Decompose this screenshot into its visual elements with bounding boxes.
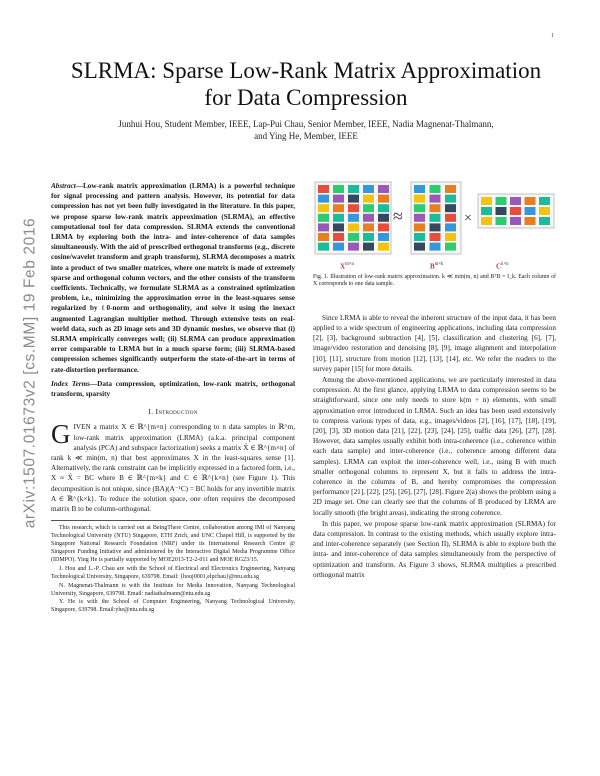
matrix-x-cell (333, 223, 344, 231)
matrix-c-cell (539, 207, 550, 215)
matrix-x-cell (333, 214, 344, 222)
matrix-c-cell (539, 217, 550, 225)
matrix-x-cell (378, 233, 389, 241)
matrix-x-cell (318, 214, 329, 222)
paragraph-lrma-applications: Since LRMA is able to reveal the inherent structure of the input data, it has been applied to a wide spectrum of engineering applications, including data compression [2], [3], background subtraction [4], [5], classification and clustering [6], [7], image/video restoration and denoising [8], [9], image alignment and interpolation [10], [11], structure from motion [12], [13], [14], etc. We refer the readers to the survey paper [15] for more details. (313, 313, 556, 373)
footnote-he: Y. He is with the School of Computer Engineering, Nanyang Technological University, Singapore, 639798. Email:yhe@ntu.edu.sg (51, 599, 295, 614)
matrix-x-cell (363, 195, 374, 203)
matrix-x-label: $X^{m\times n}$ (340, 262, 354, 271)
section-heading-introduction: I. Introduction (148, 407, 198, 417)
matrix-x-cell (318, 185, 329, 193)
figure-lrma-illustration (313, 180, 556, 272)
footnote-thalmann: N. Magnenat-Thalmann is with the Institute for Media Innovation, Nanyang Technological University, Singapore, 639798. Email: nadiathalmann@ntu.edu.sg (51, 582, 295, 597)
matrix-c-cell (496, 217, 507, 225)
matrix-b-cell (414, 195, 425, 203)
matrix-b-cell (445, 233, 456, 241)
matrix-c-cell (525, 217, 536, 225)
left-column (51, 181, 295, 616)
paper-title-line1: SLRMA: Sparse Low-Rank Matrix Approximation (70, 58, 542, 83)
index-terms-lead: Index Terms (51, 379, 90, 388)
matrix-x-cell (348, 223, 359, 231)
matrix-b-cell (445, 243, 456, 251)
intro-paragraph (51, 419, 295, 514)
matrix-x-cell (333, 185, 344, 193)
right-column (313, 180, 556, 580)
matrix-x-cell (348, 185, 359, 193)
footnote-hou-chau: J. Hou and L.-P. Chau are with the School of Electrical and Electronics Engineering, Nanyang Technological University, Singapore, 639798. Email: {houj0001,elpchau}@ntu.edu.sg (51, 565, 295, 580)
paper-title (56, 57, 556, 111)
index-terms (51, 379, 295, 399)
abstract (51, 181, 295, 375)
matrix-b-cell (430, 204, 441, 212)
matrix-x-cell (333, 204, 344, 212)
matrix-c-cell (496, 207, 507, 215)
matrix-x-cell (318, 195, 329, 203)
matrix-x-cell (363, 243, 374, 251)
page-number: 1 (551, 33, 554, 39)
matrix-b-cell (414, 233, 425, 241)
matrix-c-cell (496, 197, 507, 205)
times-sign: × (464, 211, 472, 226)
matrix-x-cell (378, 243, 389, 251)
matrix-b-cell (414, 185, 425, 193)
paper-authors (86, 118, 526, 142)
matrix-x-cell (348, 195, 359, 203)
matrix-x-cell (318, 243, 329, 251)
intro-text: IVEN a matrix X ∈ ℝ^{m×n} corresponding to n data samples in ℝ^m, low-rank matrix approximation (LRMA) (a.k.a. principal component analysis (PCA) and subspace factorization) seeks a matrix X̂ ∈ ℝ^{m×n} of rank k ≪ min(m, n) that best approximates X in the least-squares sense [1]. Alternatively, the rank constraint can be implicitly expressed in a factored form, i.e., X ≈ X̂ = BC where B ∈ ℝ^{m×k} and C ∈ ℝ^{k×n} (see Figure 1). This decomposition is not unique, since (BA)(A⁻¹C) = BC holds for any invertible matrix A ∈ ℝ^{k×k}. To reduce the solution space, one often requires the decomposed matrix B to be column-orthogonal. (51, 423, 295, 514)
matrix-b-cell (430, 223, 441, 231)
matrix-x-cell (333, 195, 344, 203)
intro-dropcap: G (51, 419, 71, 450)
matrix-c-cell (481, 197, 492, 205)
matrix-x-cell (378, 223, 389, 231)
index-terms-text: —Data compression, optimization, low-rank matrix, orthogonal transform, sparsity (51, 379, 295, 399)
authors-line2: and Ying He, Member, IEEE (254, 131, 358, 141)
matrix-x-cell (348, 214, 359, 222)
matrix-b-cell (430, 243, 441, 251)
matrix-c-cell (525, 207, 536, 215)
footnotes (51, 520, 295, 615)
approx-sign: ≈ (393, 206, 403, 226)
matrix-c-cell (525, 197, 536, 205)
matrix-x-cell (363, 185, 374, 193)
matrix-b-cell (430, 233, 441, 241)
matrix-c-label: $C^{k\times n}$ (496, 262, 509, 271)
paragraph-data-compression: Among the above-mentioned applications, we are particularly interested in data compression. At the first glance, applying LRMA to data compression seems to be straightforward, since one only needs to store k(m + n) elements, with small approximation error introduced in LRMA. Such an idea has been used extensively to compress various types of data, e.g., images/videos [2], [16], [17], [18], [19], [20], [3], 3D motion data [21], [22], [23], [24], [25], traffic data [26], [27], [28]. However, data samples usually exhibit both intra-coherence (i.e., coherence within each data sample) and inter-coherence (i.e., coherence among different data samples). LRMA can exploit the inter-coherence well, i.e., using B with much smaller orthogonal columns to represent X, but it fails to address the intra-coherence in the columns of B, and hereby compromises the compression performance [21], [22], [25], [26], [27], [28]. Figure 2(a) shows the problem using a 2D image set. One can clearly see that the columns of B produced by LRMA are locally smooth (the bright areas), indicating the strong coherence. (313, 376, 556, 517)
matrix-b-cell (414, 223, 425, 231)
matrix-x-cell (318, 233, 329, 241)
arxiv-stamp-text: arXiv:1507.01673v2 [cs.MM] 19 Feb 2016 (21, 217, 38, 529)
matrix-c-cell (481, 217, 492, 225)
matrix-b-cell (430, 214, 441, 222)
matrix-b-cell (414, 204, 425, 212)
matrix-x-cell (363, 223, 374, 231)
matrix-c-cell (481, 207, 492, 215)
matrix-x-cell (348, 233, 359, 241)
matrix-b-cell (430, 195, 441, 203)
figure-caption: Fig. 1. Illustration of low-rank matrix approximation. k ≪ min(m, n) and BᵀB = I_k. Each column of X corresponds to one data sample. (313, 274, 556, 288)
matrix-x-cell (333, 233, 344, 241)
matrix-b-cell (414, 214, 425, 222)
matrix-x-cell (318, 223, 329, 231)
paragraph-slrma-proposal: In this paper, we propose sparse low-rank matrix approximation (SLRMA) for data compression. In contrast to the existing methods, which usually explore intra- and inter-coherence separately (see Section II), SLRMA is able to explore both the intra- and inter-coherence of data samples simultaneously from the perspective of optimization and transform. As Figure 3 shows, SLRMA multiplies a prescribed orthogonal matrix (313, 519, 556, 579)
matrix-x-cell (363, 204, 374, 212)
matrix-c-cell (510, 217, 521, 225)
matrix-x-cell (333, 243, 344, 251)
matrix-b-cell (445, 185, 456, 193)
footnote-funding: This research, which is carried out at BeingThere Centre, collaboration among IMI of Nanyang Technological University (NTU) Singapore, ETH Zrich, and UNC Chapel Hill, is supported by the Singapore National Research Foundation (NRF) under its International Research Centre @ Singapore Funding Initiative and administered by the Interactive Digital Media Programme Office (IDMPO). Ying He is partially supported by MOE2013-T2-2-011 and MOE RG23/15. (51, 525, 295, 563)
matrix-c-cell (510, 197, 521, 205)
abstract-lead: Abstract (51, 182, 76, 190)
figure-lrma (313, 180, 556, 272)
matrix-b-cell (445, 214, 456, 222)
matrix-x-cell (348, 243, 359, 251)
paper-title-line2: for Data Compression (204, 85, 408, 110)
matrix-b-cell (430, 185, 441, 193)
matrix-b-cell (445, 195, 456, 203)
matrix-c-cell (510, 207, 521, 215)
abstract-text: —Low-rank matrix approximation (LRMA) is a powerful technique for signal processing and pattern analysis. However, its potential for data compression has not yet been fully investigated in the literature. In this paper, we propose sparse low-rank matrix approximation (SLRMA), an effective computational tool for data compression. SLRMA extends the conventional LRMA by exploring both the intra- and inter-coherence of data samples simultaneously. With the aid of prescribed orthogonal transforms (e.g., discrete cosine/wavelet transform and graph transform), SLRMA decomposes a matrix into a product of two smaller matrices, where one matrix is made of extremely sparse and orthogonal column vectors, and the other consists of the transform coefficients. Technically, we formulate SLRMA as a constrained optimization problem, i.e., minimizing the approximation error in the least-squares sense regularized by ℓ0-norm and orthogonality, and solve it using the inexact augmented Lagrangian multiplier method. Through extensive tests on real-world data, such as 2D image sets and 3D dynamic meshes, we observe that (i) SLRMA empirically converges well; (ii) SLRMA can produce approximation error comparable to LRMA but in a much sparse form; (iii) SLRMA-based compression schemes significantly outperform the state-of-the-art in terms of rate-distortion performance. (51, 182, 295, 374)
matrix-b-cell (414, 243, 425, 251)
matrix-x-cell (378, 204, 389, 212)
matrix-x-cell (318, 204, 329, 212)
matrix-x-cell (378, 185, 389, 193)
matrix-c-cell (539, 197, 550, 205)
matrix-x-cell (363, 233, 374, 241)
matrix-x-cell (378, 214, 389, 222)
matrix-b-cell (445, 204, 456, 212)
matrix-b-label: $B^{m\times k}$ (430, 262, 444, 271)
matrix-b-cell (445, 223, 456, 231)
matrix-x-cell (378, 195, 389, 203)
authors-line1: Junhui Hou, Student Member, IEEE, Lap-Pui Chau, Senior Member, IEEE, Nadia Magnenat-Thalmann, (118, 119, 494, 129)
arxiv-stamp (17, 173, 43, 573)
matrix-x-cell (363, 214, 374, 222)
matrix-x-cell (348, 204, 359, 212)
